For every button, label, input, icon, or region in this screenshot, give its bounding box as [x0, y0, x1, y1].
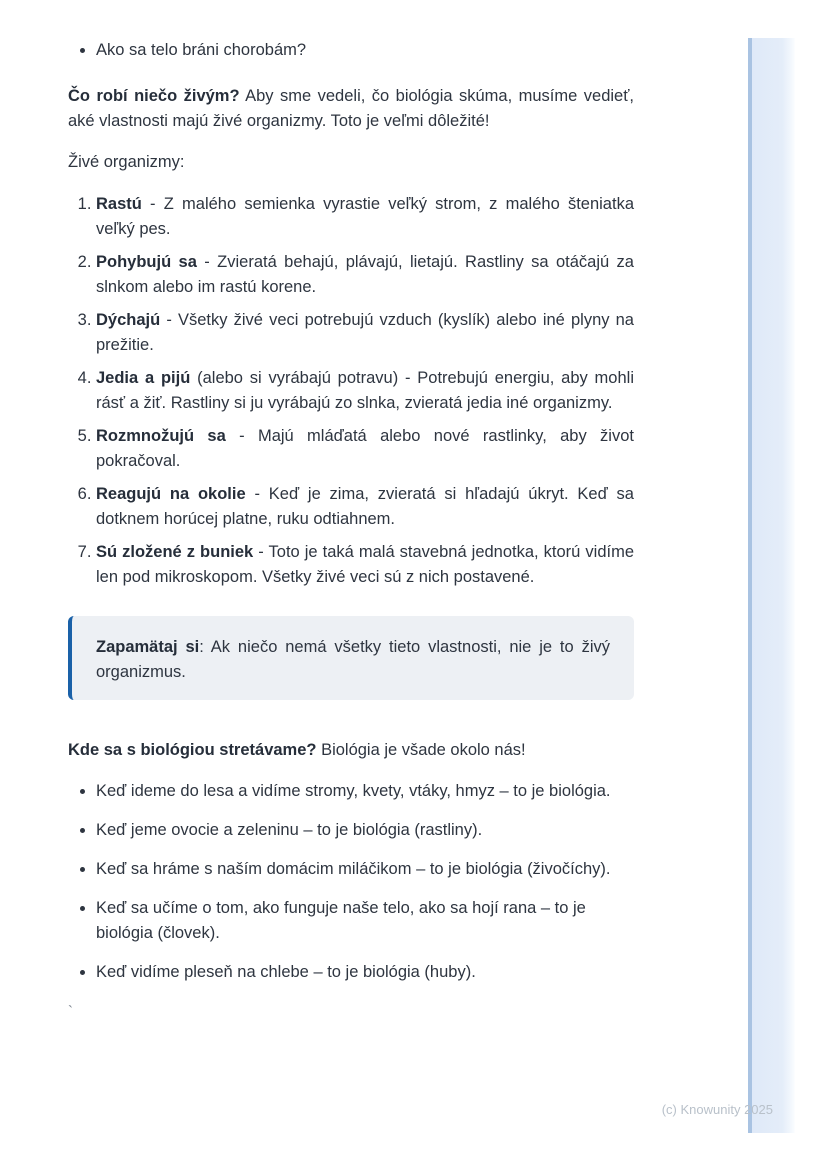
list-item	[96, 192, 634, 242]
intro-bullet-list	[68, 38, 634, 63]
where-biology-list	[68, 779, 634, 985]
list-item	[96, 896, 634, 946]
paragraph-where-biology	[68, 738, 634, 763]
trait-name: Jedia a pijú	[96, 369, 191, 387]
side-scroll-strip	[748, 38, 795, 1133]
list-item	[96, 540, 634, 590]
callout-label: Zapamätaj si	[96, 638, 200, 656]
copyright-text: (c) Knowunity 2025	[661, 1102, 773, 1117]
list-item	[96, 424, 634, 474]
trait-description: - Keď je zima, zvieratá si hľadajú úkryt. Keď sa dotknem horúcej platne, ruku odtiahnem.	[96, 485, 634, 528]
list-item	[96, 960, 634, 985]
paragraph-text: Biológia je všade okolo nás!	[316, 741, 526, 759]
trait-description: - Majú mláďatá alebo nové rastlinky, aby život pokračoval.	[96, 427, 634, 470]
trait-description: (alebo si vyrábajú potravu) - Potrebujú energiu, aby mohli rásť a žiť. Rastliny si ju vyrábajú zo slnka, zvieratá jedia iné organizmy.	[96, 369, 634, 412]
paragraph-text: Aby sme vedeli, čo biológia skúma, musíme vedieť, aké vlastnosti majú živé organizmy. Toto je veľmi dôležité!	[68, 87, 634, 130]
bullet-text: Keď vidíme pleseň na chlebe – to je biológia (huby).	[96, 963, 476, 981]
bullet-text: Ako sa telo bráni chorobám?	[96, 41, 307, 59]
list-item	[96, 818, 634, 843]
trait-name: Dýchajú	[96, 311, 161, 329]
document-content	[68, 38, 634, 1024]
list-item	[96, 250, 634, 300]
bullet-text: Keď ideme do lesa a vidíme stromy, kvety, vtáky, hmyz – to je biológia.	[96, 782, 611, 800]
list-item	[96, 779, 634, 804]
callout-text	[96, 635, 610, 685]
trait-name: Rastú	[96, 195, 142, 213]
trait-name: Sú zložené z buniek	[96, 543, 254, 561]
living-traits-list	[68, 192, 634, 590]
list-item	[96, 857, 634, 882]
trait-description: - Zvieratá behajú, plávajú, lietajú. Rastliny sa otáčajú za slnkom alebo im rastú korene.	[96, 253, 634, 296]
list-intro-text: Živé organizmy:	[68, 153, 185, 171]
trait-description: - Všetky živé veci potrebujú vzduch (kyslík) alebo iné plyny na prežitie.	[96, 311, 634, 354]
callout-body: : Ak niečo nemá všetky tieto vlastnosti, nie je to živý organizmus.	[96, 638, 610, 681]
trait-name: Pohybujú sa	[96, 253, 197, 271]
list-item	[96, 366, 634, 416]
list-item	[96, 308, 634, 358]
list-item	[96, 482, 634, 532]
bullet-text: Keď sa učíme o tom, ako funguje naše telo, ako sa hojí rana – to je biológia (človek).	[96, 899, 586, 942]
trait-description: - Z malého semienka vyrastie veľký strom, z malého šteniatka veľký pes.	[96, 195, 634, 238]
bullet-text: Keď sa hráme s naším domácim miláčikom – to je biológia (živočíchy).	[96, 860, 611, 878]
callout-note	[68, 616, 634, 700]
bullet-text: Keď jeme ovocie a zeleninu – to je biológia (rastliny).	[96, 821, 483, 839]
inline-heading: Kde sa s biológiou stretávame?	[68, 741, 317, 759]
paragraph-what-makes-alive	[68, 84, 634, 134]
inline-heading: Čo robí niečo živým?	[68, 87, 240, 105]
list-item	[96, 38, 634, 63]
stray-character: `	[68, 1003, 73, 1020]
trait-description: - Toto je taká malá stavebná jednotka, ktorú vidíme len pod mikroskopom. Všetky živé veci sú z nich postavené.	[96, 543, 634, 586]
trait-name: Rozmnožujú sa	[96, 427, 226, 445]
trait-name: Reagujú na okolie	[96, 485, 246, 503]
